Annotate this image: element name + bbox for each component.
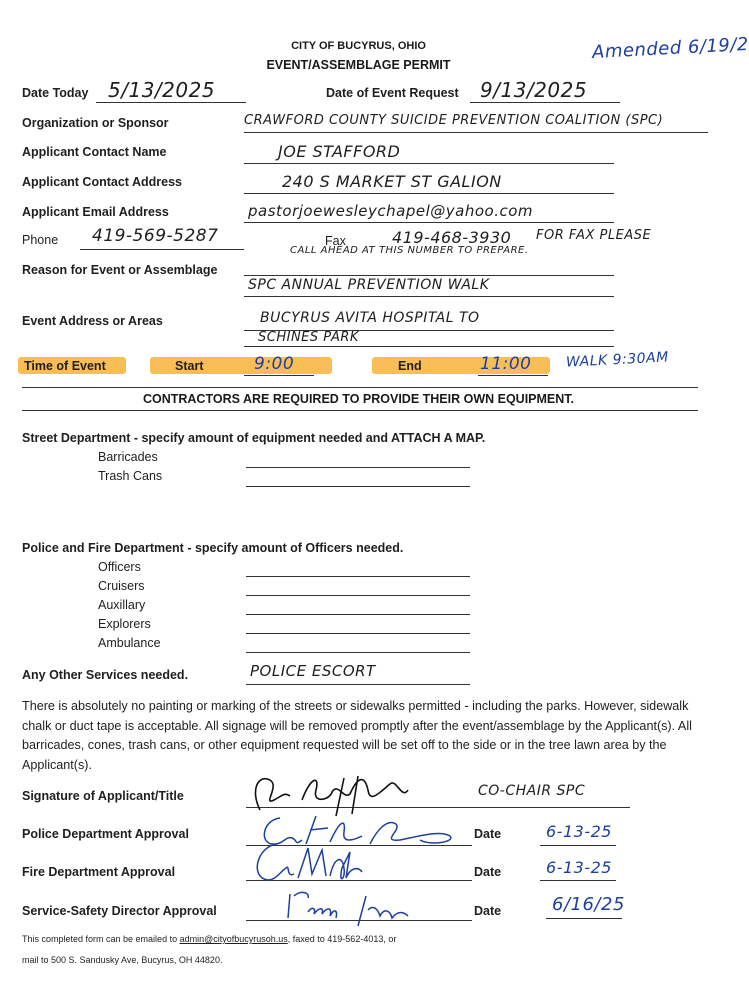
fire-approval-label: Fire Department Approval bbox=[22, 865, 176, 879]
police-date-value[interactable]: 6-13-25 bbox=[546, 822, 612, 841]
fire-date-label: Date bbox=[474, 865, 502, 879]
email-value[interactable]: pastorjoewesleychapel@yahoo.com bbox=[248, 202, 534, 220]
police-date-line bbox=[540, 845, 616, 846]
phone-value[interactable]: 419-569-5287 bbox=[92, 226, 219, 246]
start-value[interactable]: 9:00 bbox=[254, 354, 295, 374]
applicant-signature-label: Signature of Applicant/Title bbox=[22, 789, 184, 803]
other-services-label: Any Other Services needed. bbox=[22, 668, 189, 682]
org-label: Organization or Sponsor bbox=[22, 116, 169, 130]
street-item-barricades-field[interactable] bbox=[246, 467, 470, 468]
reason-value[interactable]: SPC ANNUAL PREVENTION WALK bbox=[248, 277, 490, 293]
police-item-label: Ambulance bbox=[98, 636, 161, 650]
event-date-label: Date of Event Request bbox=[326, 86, 459, 100]
footer-prefix: This completed form can be emailed to bbox=[22, 934, 180, 944]
police-fire-heading: Police and Fire Department - specify amount of Officers needed. bbox=[22, 541, 404, 555]
date-today-value[interactable]: 5/13/2025 bbox=[108, 78, 216, 102]
other-services-line bbox=[246, 684, 470, 685]
fire-approval-signature bbox=[246, 838, 376, 890]
org-line bbox=[244, 132, 708, 133]
auxillary-field[interactable] bbox=[246, 614, 470, 615]
start-label: Start bbox=[175, 359, 204, 373]
fax-value[interactable]: 419-468-3930 bbox=[392, 228, 512, 247]
end-value[interactable]: 11:00 bbox=[480, 354, 532, 374]
street-item-label: Barricades bbox=[98, 450, 158, 464]
policy-text: There is absolutely no painting or marking of the streets or sidewalks permitted - including the parks. However, sidewalk chalk or duct tape is acceptable. All signage will be removed promptly after the event/assemblage by the Applicant(s). All barricades, cones, trash cans, or other equipment requested will be set off to the side or in the tree lawn area by the Applicant(s). bbox=[22, 699, 692, 772]
event-date-line bbox=[470, 102, 620, 103]
director-date-value[interactable]: 6/16/25 bbox=[552, 894, 625, 915]
start-line bbox=[244, 375, 314, 376]
applicant-title: CO-CHAIR SPC bbox=[478, 783, 586, 799]
explorers-field[interactable] bbox=[246, 633, 470, 634]
footer-email-link[interactable]: admin@cityofbucyrusoh.us bbox=[179, 934, 288, 944]
ambulance-field[interactable] bbox=[246, 652, 470, 653]
police-item-label: Officers bbox=[98, 560, 141, 574]
contact-address-value[interactable]: 240 S MARKET ST GALION bbox=[282, 172, 502, 191]
fax-note-line2: CALL AHEAD AT THIS NUMBER TO PREPARE. bbox=[290, 245, 529, 256]
street-dept-heading: Street Department - specify amount of equipment needed and ATTACH A MAP. bbox=[22, 431, 486, 445]
police-item-label: Explorers bbox=[98, 617, 151, 631]
time-label: Time of Event bbox=[24, 359, 106, 373]
contact-address-label: Applicant Contact Address bbox=[22, 175, 182, 189]
reason-line bbox=[244, 296, 614, 297]
city-name: CITY OF BUCYRUS, OHIO bbox=[291, 40, 426, 52]
address-line-2 bbox=[244, 346, 614, 347]
phone-line bbox=[80, 249, 244, 250]
end-line bbox=[478, 375, 548, 376]
footer-line-2: mail to 500 S. Sandusky Ave, Bucyrus, OH 44820. bbox=[22, 955, 223, 965]
notice-divider-bottom bbox=[22, 410, 698, 411]
address-label: Event Address or Areas bbox=[22, 314, 163, 328]
email-label: Applicant Email Address bbox=[22, 205, 169, 219]
street-item-label: Trash Cans bbox=[98, 469, 163, 483]
fax-note-line1: FOR FAX PLEASE bbox=[536, 228, 652, 243]
form-title: EVENT/ASSEMBLAGE PERMIT bbox=[266, 58, 451, 72]
fire-date-value[interactable]: 6-13-25 bbox=[546, 858, 612, 877]
contact-name-label: Applicant Contact Name bbox=[22, 145, 167, 159]
fire-date-line bbox=[540, 880, 616, 881]
fax-label: Fax bbox=[325, 234, 346, 248]
footer-suffix: , faxed to 419-562-4013, or bbox=[287, 934, 397, 944]
director-date-label: Date bbox=[474, 904, 502, 918]
date-today-line bbox=[96, 102, 246, 103]
address-value-2[interactable]: SCHINES PARK bbox=[258, 330, 359, 345]
director-approval-signature bbox=[280, 886, 420, 930]
police-date-label: Date bbox=[474, 827, 502, 841]
officers-field[interactable] bbox=[246, 576, 470, 577]
cruisers-field[interactable] bbox=[246, 595, 470, 596]
end-label: End bbox=[398, 359, 422, 373]
address-value-1[interactable]: BUCYRUS AVITA HOSPITAL TO bbox=[260, 310, 480, 326]
contact-address-line bbox=[244, 193, 614, 194]
phone-label: Phone bbox=[22, 233, 59, 247]
police-item-label: Auxillary bbox=[98, 598, 146, 612]
director-approval-label: Service-Safety Director Approval bbox=[22, 904, 217, 918]
director-date-line bbox=[546, 918, 622, 919]
police-item-label: Cruisers bbox=[98, 579, 145, 593]
walk-note: WALK 9:30AM bbox=[565, 349, 670, 371]
other-services-value[interactable]: POLICE ESCORT bbox=[250, 662, 376, 680]
contact-name-value[interactable]: JOE STAFFORD bbox=[278, 142, 401, 161]
email-line bbox=[244, 222, 614, 223]
reason-line-top bbox=[244, 275, 614, 276]
date-today-label: Date Today bbox=[22, 86, 89, 100]
footer-line-1 bbox=[22, 934, 396, 944]
notice-divider-top bbox=[22, 387, 698, 388]
street-item-trash-cans-field[interactable] bbox=[246, 486, 470, 487]
reason-label: Reason for Event or Assemblage bbox=[22, 263, 218, 277]
amended-note: Amended 6/19/2 bbox=[591, 33, 749, 64]
police-approval-label: Police Department Approval bbox=[22, 827, 189, 841]
event-date-value[interactable]: 9/13/2025 bbox=[480, 78, 588, 102]
org-value[interactable]: CRAWFORD COUNTY SUICIDE PREVENTION COALITION (SPC) bbox=[244, 113, 664, 128]
contact-name-line bbox=[244, 163, 614, 164]
contractors-notice: CONTRACTORS ARE REQUIRED TO PROVIDE THEIR OWN EQUIPMENT. bbox=[142, 392, 575, 406]
